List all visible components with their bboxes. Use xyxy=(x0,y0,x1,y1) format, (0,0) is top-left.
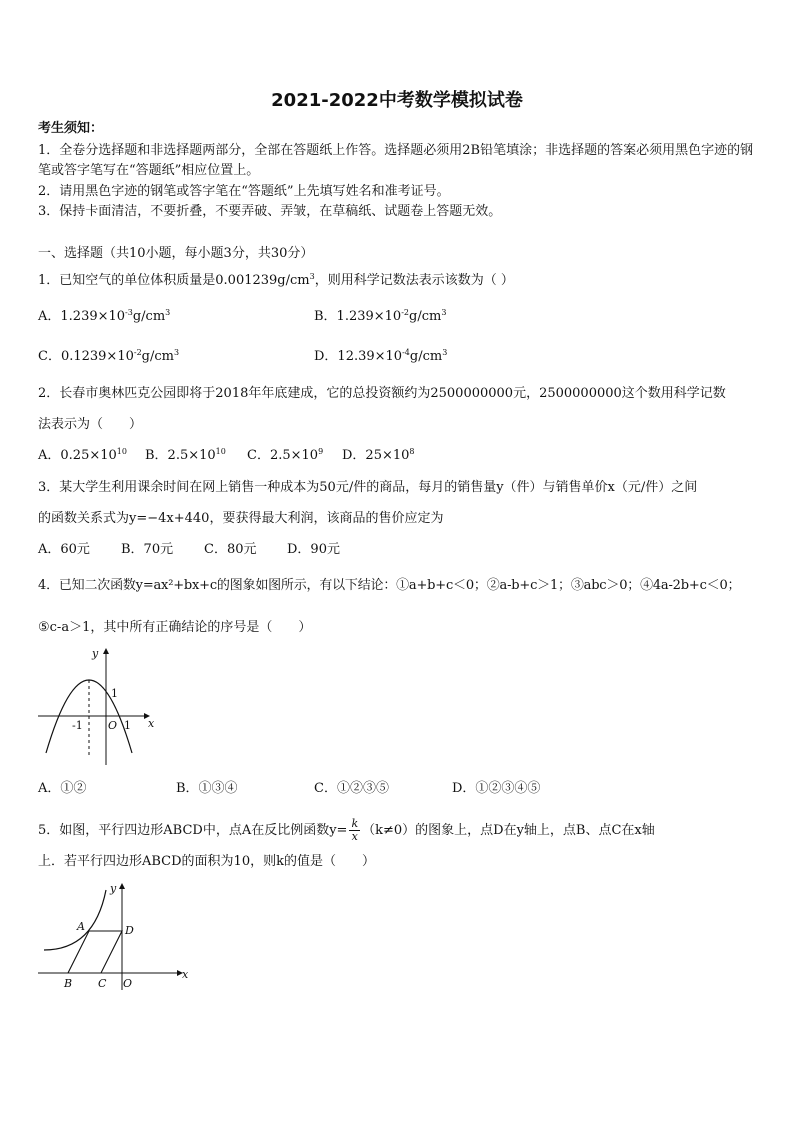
q1-option-c: C．$0.1239\times 10^{-2}g/cm^3$ xyxy=(38,348,180,364)
q3-option-b: B．70元 xyxy=(121,542,174,557)
question-4-line-1: 4．已知二次函数y=ax²+bx+c的图象如图所示，有以下结论：①a+b+c＜0；②a-b+c＞1；③abc＞0；④4a-2b+c＜0； xyxy=(38,578,741,593)
q2-option-d: D．$25\times 10^8$ xyxy=(342,447,415,463)
question-3-line-2: 的函数关系式为y=−4x+440，要获得最大利润，该商品的售价应定为 xyxy=(38,511,444,526)
q5-label-a: A xyxy=(77,920,85,933)
q5-label-c: C xyxy=(98,977,107,990)
q1-option-b: B．$1.239\times 10^{-2}g/cm^3$ xyxy=(314,308,447,324)
notice-item-3: 3．保持卡面清洁，不要折叠，不要弄破、弄皱，在草稿纸、试题卷上答题无效。 xyxy=(38,204,502,219)
question-4-line-2: ⑤c-a＞1，其中所有正确结论的序号是（ ） xyxy=(38,620,312,635)
q4-label-y: y xyxy=(92,647,99,660)
question-3-line-1: 3．某大学生利用课余时间在网上销售一种成本为50元/件的商品，每月的销售量y（件）与销售单价x（元/件）之间 xyxy=(38,480,698,495)
q5-label-o: O xyxy=(123,977,133,990)
q4-label-one-y: 1 xyxy=(111,687,118,700)
q5-label-d: D xyxy=(125,924,134,937)
q4-label-o: O xyxy=(108,719,118,732)
q1-option-a: A．$1.239\times 10^{-3}g/cm^3$ xyxy=(38,308,171,324)
q4-label-one-x: 1 xyxy=(124,719,131,732)
notice-heading: 考生须知： xyxy=(38,121,104,136)
q5-parallelogram-graph xyxy=(34,878,194,996)
q5-fraction: $\frac{k}{x}$ xyxy=(351,817,359,843)
q5-label-x: x xyxy=(182,968,189,981)
q4-y-arrow-icon xyxy=(103,648,109,654)
q4-label-minus-one: -1 xyxy=(72,719,83,732)
notice-item-2: 2．请用黑色字迹的钢笔或答字笔在“答题纸”上先填写姓名和准考证号。 xyxy=(38,184,450,199)
notice-item-1: 1．全卷分选择题和非选择题两部分，全部在答题纸上作答。选择题必须用2B铅笔填涂；非选择题的答案必须用黑色字迹的钢笔或答字笔写在“答题纸”相应位置上。 xyxy=(38,143,754,178)
q1-option-d: D．$12.39\times 10^{-4}g/cm^3$ xyxy=(314,348,448,364)
section-heading: 一、选择题（共10小题，每小题3分，共30分） xyxy=(38,246,314,261)
q4-parabola-graph xyxy=(34,645,164,770)
q4-option-b: B．①③④ xyxy=(176,781,238,796)
q5-hyperbola-curve xyxy=(44,890,106,950)
question-5-line-2: 上．若平行四边形ABCD的面积为10，则k的值是（ ） xyxy=(38,854,375,869)
q3-option-c: C．80元 xyxy=(204,542,257,557)
question-1-stem: 1．已知空气的单位体积质量是$0.001239g/cm^3$，则用科学记数法表示该数为（ ） xyxy=(38,272,514,288)
question-5-line-1: 5．如图，平行四边形ABCD中，点A在反比例函数y= $\frac{k}{x}$ （k≠0）的图象上，点D在y轴上，点B、点C在x轴 xyxy=(38,817,655,843)
q5-parallelogram xyxy=(68,931,122,973)
question-2-line-2: 法表示为（ ） xyxy=(38,417,143,432)
q3-option-d: D．90元 xyxy=(287,542,340,557)
page-title: 2021-2022中考数学模拟试卷 xyxy=(271,90,523,111)
q4-label-x: x xyxy=(148,717,155,730)
q4-option-c: C．①②③⑤ xyxy=(314,781,389,796)
q4-option-d: D．①②③④⑤ xyxy=(452,781,541,796)
q3-option-a: A．60元 xyxy=(38,542,90,557)
q2-option-c: C．$2.5\times 10^9$ xyxy=(247,447,324,463)
q2-option-a: A．$0.25\times 10^{10}$ xyxy=(38,447,127,463)
q2-option-b: B．$2.5\times 10^{10}$ xyxy=(145,447,226,463)
q5-y-arrow-icon xyxy=(119,883,125,889)
q5-label-y: y xyxy=(110,882,117,895)
q5-label-b: B xyxy=(64,977,73,990)
q4-option-a: A．①② xyxy=(38,781,87,796)
question-2-line-1: 2．长春市奥林匹克公园即将于2018年年底建成，它的总投资额约为2500000000元，2500000000这个数用科学记数 xyxy=(38,386,726,401)
